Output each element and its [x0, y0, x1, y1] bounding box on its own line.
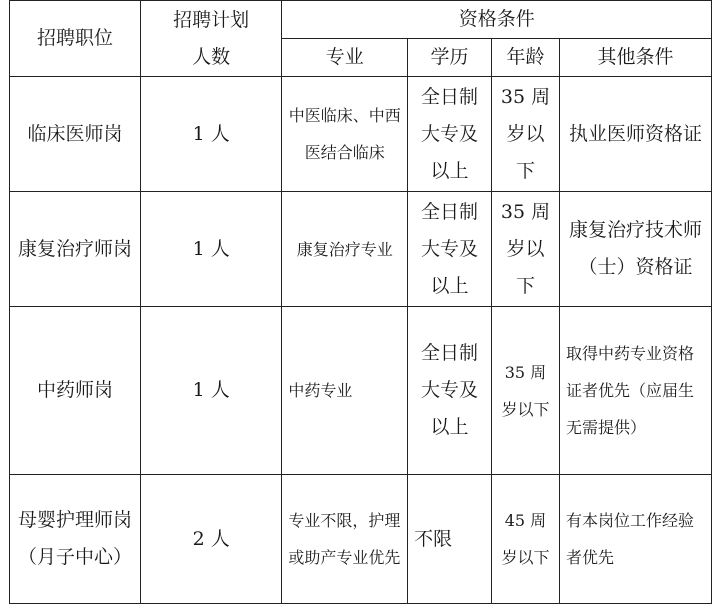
- table-row: [10, 192, 712, 307]
- cell-age: 35 周岁以下: [491, 307, 559, 475]
- cell-position: 临床医师岗: [10, 77, 141, 192]
- cell-other: 康复治疗技术师（士）资格证: [560, 192, 712, 307]
- cell-count: 2 人: [140, 475, 281, 604]
- cell-education: 不限: [408, 475, 492, 604]
- header-major: 专业: [282, 39, 408, 77]
- header-education: 学历: [408, 39, 492, 77]
- cell-education: 全日制大专及以上: [408, 307, 492, 475]
- cell-count: 1 人: [140, 77, 281, 192]
- cell-other: 有本岗位工作经验者优先: [560, 475, 712, 604]
- header-age: 年龄: [491, 39, 559, 77]
- cell-major: 康复治疗专业: [282, 192, 408, 307]
- header-qualifications: 资格条件: [282, 1, 712, 39]
- cell-education: 全日制大专及以上: [408, 192, 492, 307]
- cell-age: 45 周岁以下: [491, 475, 559, 604]
- cell-count: 1 人: [140, 307, 281, 475]
- recruitment-table: [9, 0, 712, 604]
- header-other: 其他条件: [560, 39, 712, 77]
- cell-other: 取得中药专业资格证者优先（应届生无需提供）: [560, 307, 712, 475]
- table-row: [10, 475, 712, 604]
- cell-education: 全日制大专及以上: [408, 77, 492, 192]
- header-row-1: [10, 1, 712, 39]
- cell-position: 母婴护理师岗（月子中心）: [10, 475, 141, 604]
- table-row: [10, 77, 712, 192]
- cell-major: 中医临床、中西医结合临床: [282, 77, 408, 192]
- header-position: 招聘职位: [10, 1, 141, 77]
- cell-position: 康复治疗师岗: [10, 192, 141, 307]
- cell-count: 1 人: [140, 192, 281, 307]
- cell-other: 执业医师资格证: [560, 77, 712, 192]
- cell-position: 中药师岗: [10, 307, 141, 475]
- cell-major: 专业不限，护理或助产专业优先: [282, 475, 408, 604]
- header-plan: 招聘计划人数: [140, 1, 281, 77]
- table-row: [10, 307, 712, 475]
- cell-age: 35 周岁以下: [491, 77, 559, 192]
- cell-age: 35 周岁以下: [491, 192, 559, 307]
- cell-major: 中药专业: [282, 307, 408, 475]
